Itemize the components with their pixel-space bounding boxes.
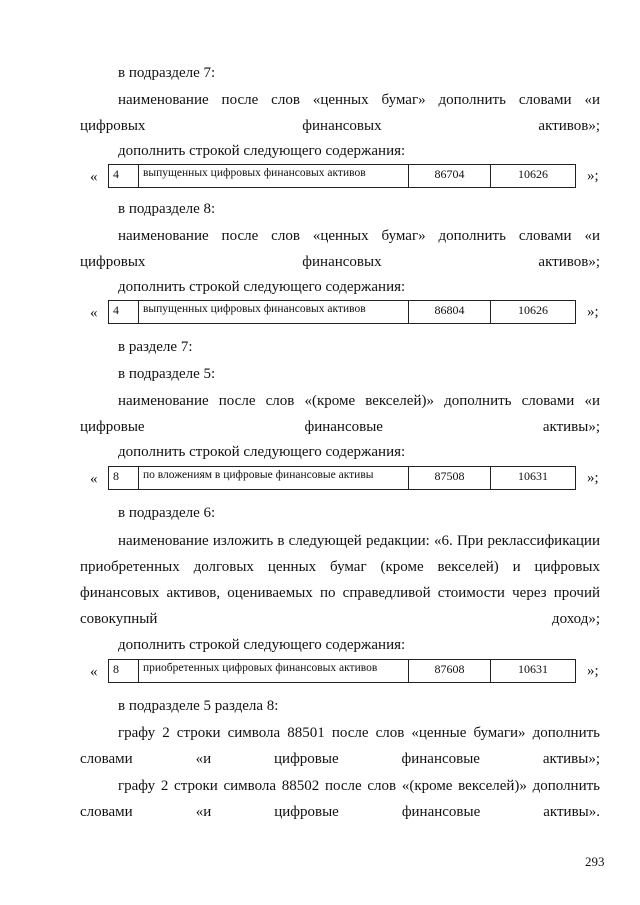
paragraph: графу 2 строки символа 88501 после слов «ценные бумаги» дополнить словами «и цифровые финансовые активы»; [80,725,600,767]
open-quote: « [90,664,98,680]
close-quote: »; [587,304,599,320]
paragraph: в подразделе 5: [118,366,216,382]
close-quote: »; [587,470,599,486]
code-cell: 87608 [409,660,491,682]
code-cell: 87508 [409,467,491,489]
code-cell: 10631 [518,662,548,676]
table-row [90,300,610,326]
paragraph: дополнить строкой следующего содержания: [118,279,406,295]
paragraph: в подразделе 8: [118,201,216,217]
open-quote: « [90,169,98,185]
row-name-cell: по вложениям в цифровые финансовые активы [139,467,409,489]
table-row [90,164,610,190]
row-number-cell: 4 [109,301,139,323]
paragraph: в подразделе 7: [118,65,216,81]
page-number: 293 [585,854,605,869]
code-cell: 10626 [518,303,548,317]
paragraph: дополнить строкой следующего содержания: [118,143,406,159]
paragraph: в разделе 7: [118,339,193,355]
paragraph: дополнить строкой следующего содержания: [118,444,406,460]
paragraph: наименование после слов «(кроме векселей)» дополнить словами «и цифровые финансовые активы»; [80,393,600,435]
paragraph: в подразделе 6: [118,505,216,521]
table-row [90,466,610,492]
paragraph: дополнить строкой следующего содержания: [118,637,406,653]
paragraph: графу 2 строки символа 88502 после слов «(кроме векселей)» дополнить словами «и цифровые финансовые активы». [80,778,600,820]
row-name-cell: выпущенных цифровых финансовых активов [139,301,409,323]
close-quote: »; [587,663,599,679]
inserted-table-row [108,164,576,188]
row-number-cell: 8 [109,660,139,682]
inserted-table-row [108,466,576,490]
inserted-table-row [108,659,576,683]
code-cell: 86804 [409,301,491,323]
paragraph: в подразделе 5 раздела 8: [118,698,279,714]
code-cell: 86704 [409,165,491,187]
inserted-table-row [108,300,576,324]
row-name-cell: выпущенных цифровых финансовых активов [139,165,409,187]
paragraph: наименование изложить в следующей редакции: «6. При реклассификации приобретенных долговых ценных бумаг (кроме векселей) и цифровых финансовых активов, оцениваемых по справедливой стоимости через прочий совокупный доход»; [80,533,600,627]
code-cell: 10626 [518,167,548,181]
row-name-cell: приобретенных цифровых финансовых активов [139,660,409,682]
table-row [90,659,610,685]
close-quote: »; [587,168,599,184]
open-quote: « [90,471,98,487]
row-number-cell: 4 [109,165,139,187]
paragraph: наименование после слов «ценных бумаг» дополнить словами «и цифровых финансовых активов»; [80,228,600,270]
row-number-cell: 8 [109,467,139,489]
open-quote: « [90,305,98,321]
paragraph: наименование после слов «ценных бумаг» дополнить словами «и цифровых финансовых активов»; [80,92,600,134]
code-cell: 10631 [518,469,548,483]
